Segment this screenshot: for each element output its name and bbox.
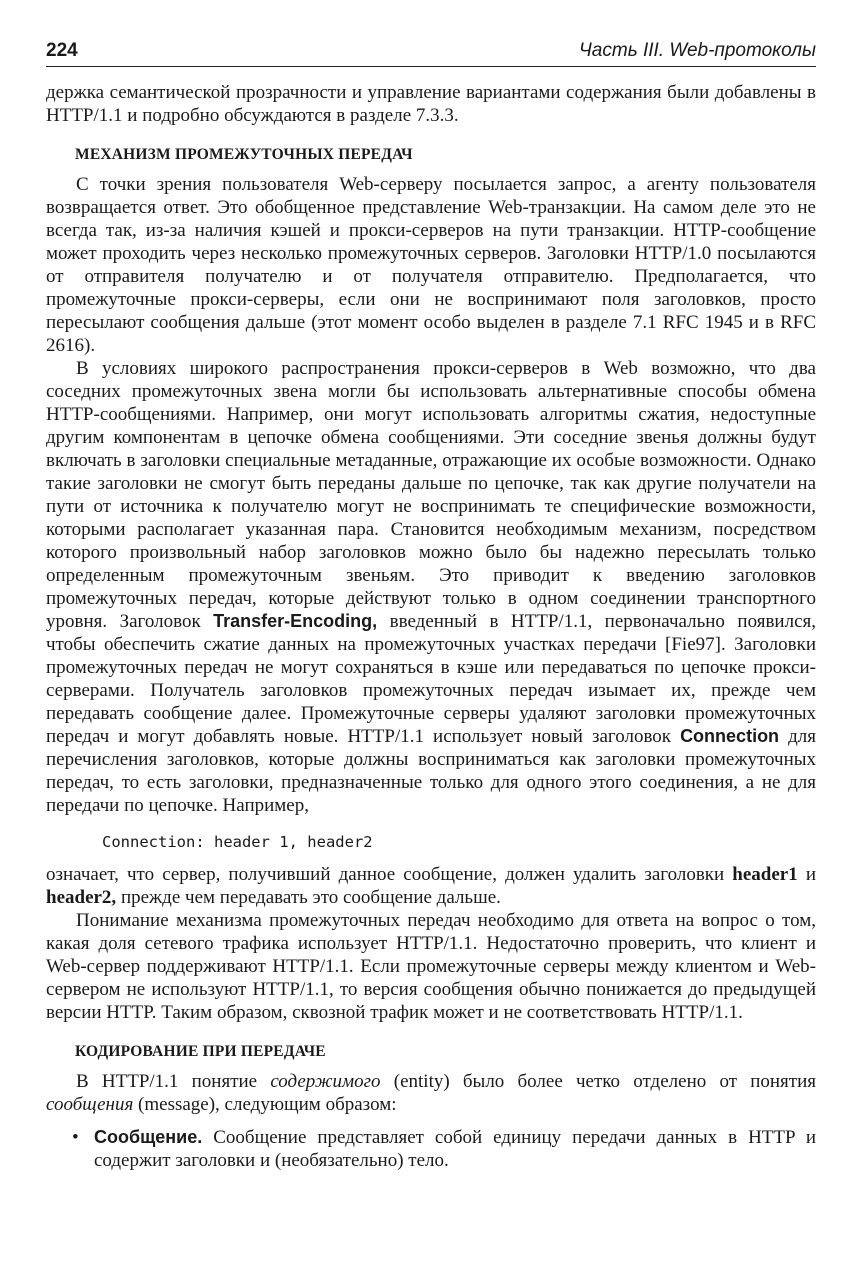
text-run: В условиях широкого распространения прокси-серверов в Web возможно, что два соседних промежуточных звена могли бы использовать альтернативные способы обмена HTTP-сообщениями. Например, они могут использовать алгоритмы сжатия, недоступные другим компонентам в цепочке обмена сообщениями. Эти соседние звенья должны будут включать в заголовки специальные метаданные, отражающие их особые возможности. Однако такие заголовки не смогут быть переданы дальше по цепочке, так как другие получатели на пути от источника к получателю могут не воспринимать те специфические возможности, которыми располагает указанная пара. Становится необходимым механизм, посредством которого произвольный набор заголовков можно было бы надежно пересылать только определенным промежуточным звеньям. Это приводит к введению заголовков промежуточных передач, которые действуют только в одном соединении транспортного уровня. Заголовок xyxy=(46,358,816,632)
paragraph: Понимание механизма промежуточных передач необходимо для ответа на вопрос о том, какая доля сетевого трафика использует HTTP/1.1. Недостаточно проверить, что клиент и Web-сервер поддерживают HTTP/1.1. Если промежуточные серверы между клиентом и Web-сервером не используют HTTP/1.1, то версия сообщения обычно понижается до предыдущей версии HTTP. Таким образом, сквозной трафик может и не соответствовать HTTP/1.1. xyxy=(46,910,816,1023)
code-example: Connection: header 1, header2 xyxy=(102,833,373,851)
paragraph-entity-message xyxy=(46,1070,816,1116)
running-title: Часть III. Web-протоколы xyxy=(579,40,816,61)
text-run: (message), следующим образом: xyxy=(133,1094,397,1115)
term-entity: содержимого xyxy=(270,1071,381,1092)
paragraph: С точки зрения пользователя Web-серверу посылается запрос, а агенту пользователя возвращается ответ. Это обобщенное представление Web-транзакции. На самом деле это не всегда так, из-за наличия кэшей и прокси-серверов на пути транзакции. HTTP-сообщение может проходить через несколько промежуточных серверов. Заголовки HTTP/1.0 посылаются от отправителя получателю и от получателя отправителю. Предполагается, что промежуточные прокси-серверы, если они не воспринимают поля заголовков, просто пересылают сообщения дальше (этот момент особо выделен в разделе 7.1 RFC 1945 и в RFC 2616). xyxy=(46,174,816,356)
term-connection: Connection xyxy=(680,726,780,746)
bullet-icon: • xyxy=(72,1127,79,1148)
intro-paragraph: держка семантической прозрачности и управление вариантами содержания были добавлены в HTTP/1.1 и подробно обсуждаются в разделе 7.3.3. xyxy=(46,82,816,126)
text-run: для перечисления заголовков, которые должны восприниматься как заголовки промежуточных передач, то есть заголовки, предназначенные только для одного этого соединения, а не для передачи по цепочке. Например, xyxy=(46,726,816,816)
text-run: Сообщение представляет собой единицу передачи данных в HTTP и содержит заголовки и (необязательно) тело. xyxy=(94,1127,816,1171)
text-run: означает, что сервер, получивший данное сообщение, должен удалить заголовки xyxy=(46,864,733,885)
page-number: 224 xyxy=(46,40,78,61)
text-run: (entity) было более четко отделено от понятия xyxy=(380,1071,816,1092)
term-message: сообщения xyxy=(46,1094,134,1115)
section-heading-hop-by-hop: МЕХАНИЗМ ПРОМЕЖУТОЧНЫХ ПЕРЕДАЧ xyxy=(75,146,413,163)
text-run: прежде чем передавать это сообщение дальше. xyxy=(116,887,501,908)
text-run: введенный в HTTP/1.1, первоначально появился, чтобы обеспечить сжатие данных на промежуточных участках передачи [Fie97]. Заголовки промежуточных передач не могут сохраняться в кэше или передаваться по цепочке прокси-серверами. Получатель заголовков промежуточных передач изымает их, прежде чем передавать сообщение далее. Промежуточные серверы удаляют заголовки промежуточных передач и могут добавлять новые. HTTP/1.1 использует новый заголовок xyxy=(46,611,816,747)
term-header2: header2, xyxy=(46,887,117,908)
term-message-def: Сообщение. xyxy=(94,1127,203,1147)
list-item-body xyxy=(94,1126,816,1172)
term-header1: header1 xyxy=(732,864,798,885)
term-transfer-encoding: Transfer-Encoding, xyxy=(213,611,378,631)
text-run: В HTTP/1.1 понятие xyxy=(76,1071,271,1092)
section-heading-transfer-coding: КОДИРОВАНИЕ ПРИ ПЕРЕДАЧЕ xyxy=(75,1043,326,1060)
paragraph-transfer-encoding xyxy=(46,357,816,817)
list-item xyxy=(46,1126,816,1172)
page-header xyxy=(46,40,816,67)
paragraph-code-explanation xyxy=(46,863,816,909)
text-run: и xyxy=(797,864,816,885)
